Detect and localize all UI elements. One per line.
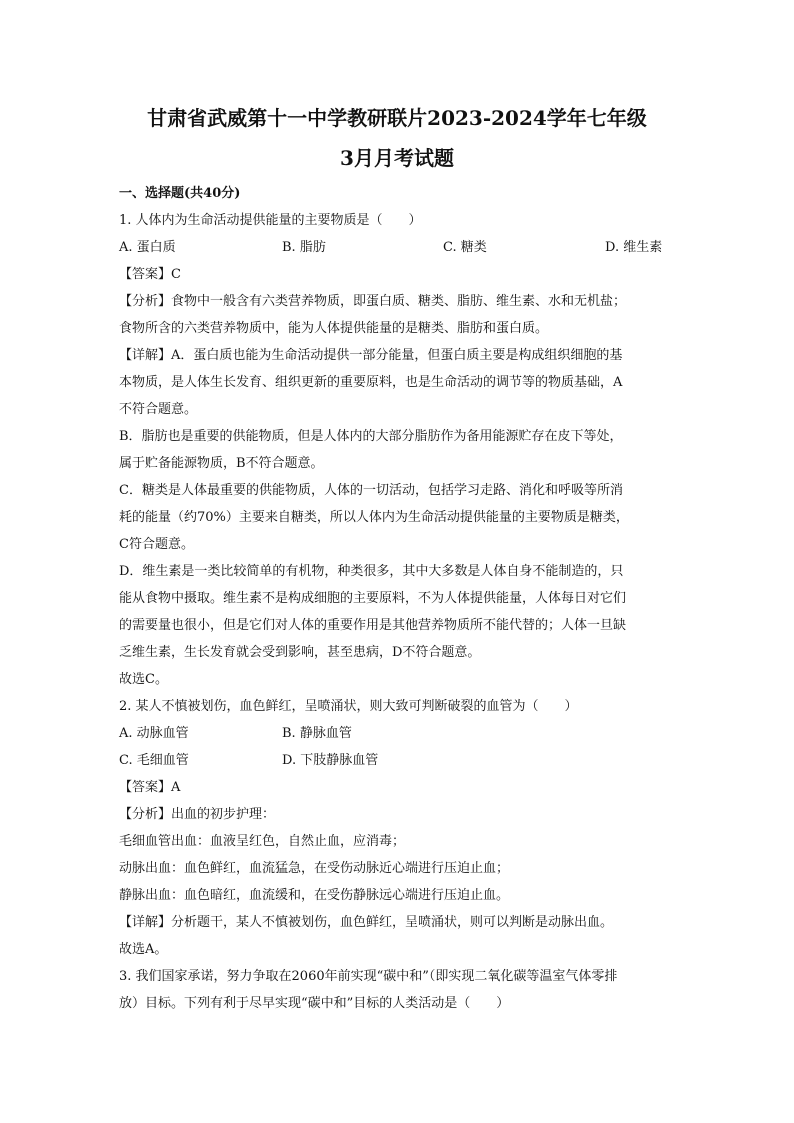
question-1-detail-line: 乏维生素，生长发育就会受到影响，甚至患病，D不符合题意。 [119, 645, 481, 660]
question-2-answer: 【答案】A [119, 780, 181, 795]
question-1-detail-line: 不符合题意。 [119, 402, 198, 417]
question-2-option-d: D. 下肢静脉血管 [282, 753, 379, 768]
question-1-conclusion: 故选C。 [119, 672, 168, 687]
question-2-options-row1 [119, 720, 679, 747]
question-3-stem-line: 3. 我们国家承诺，努力争取在2060年前实现“碳中和”（即实现二氧化碳等温室气体零排 [119, 969, 618, 984]
question-1-options [119, 234, 679, 261]
question-1-option-d: D. 维生素 [605, 240, 663, 255]
question-2-option-c: C. 毛细血管 [119, 753, 189, 768]
question-2-options-row2 [119, 747, 679, 774]
question-2-analysis-line: 动脉出血：血色鲜红，血流猛急，在受伤动脉近心端进行压迫止血； [119, 861, 510, 876]
question-1-stem: 1. 人体内为生命活动提供能量的主要物质是（ ） [119, 213, 422, 228]
question-2-stem: 2. 某人不慎被划伤，血色鲜红，呈喷涌状，则大致可判断破裂的血管为（ ） [119, 699, 578, 714]
document-title-line2: 3月月考试题 [340, 146, 454, 170]
question-1-detail-line: 的需要量也很小，但是它们对人体的重要作用是其他营养物质所不能代替的；人体一旦缺 [119, 618, 627, 633]
section-heading: 一、选择题(共40分) [119, 186, 241, 201]
question-1-option-c: C. 糖类 [443, 240, 487, 255]
question-1-detail-line: 属于贮备能源物质，B不符合题意。 [119, 456, 324, 471]
question-1-detail-line: 【详解】A．蛋白质也能为生命活动提供一部分能量，但蛋白质主要是构成组织细胞的基 [119, 348, 623, 363]
question-1-detail-line: 本物质，是人体生长发育、组织更新的重要原料，也是生命活动的调节等的物质基础，A [119, 375, 623, 390]
question-2-option-a: A. 动脉血管 [119, 726, 189, 741]
question-2-analysis-line: 静脉出血：血色暗红，血流缓和，在受伤静脉远心端进行压迫止血。 [119, 888, 510, 903]
question-3-stem-line: 放）目标。下列有利于尽早实现“碳中和”目标的人类活动是（ ） [119, 996, 510, 1011]
question-1-answer: 【答案】C [119, 267, 181, 282]
question-2-analysis-head: 【分析】出血的初步护理： [119, 807, 276, 822]
document-body [119, 180, 679, 1017]
question-1-option-a: A. 蛋白质 [119, 240, 176, 255]
question-2-detail: 【详解】分析题干，某人不慎被划伤，血色鲜红，呈喷涌状，则可以判断是动脉出血。 [119, 915, 614, 930]
question-1-detail-line: C．糖类是人体最重要的供能物质，人体的一切活动，包括学习走路、消化和呼吸等所消 [119, 483, 623, 498]
question-2-analysis-line: 毛细血管出血：血液呈红色，自然止血，应消毒； [119, 834, 406, 849]
question-1-detail-line: 能从食物中摄取。维生素不是构成细胞的主要原料，不为人体提供能量，人体每日对它们 [119, 591, 627, 606]
question-1-analysis-line: 【分析】食物中一般含有六类营养物质，即蛋白质、糖类、脂肪、维生素、水和无机盐； [119, 294, 627, 309]
document-title-line1: 甘肃省武威第十一中学教研联片2023-2024学年七年级 [147, 106, 647, 130]
question-1-analysis-line: 食物所含的六类营养物质中，能为人体提供能量的是糖类、脂肪和蛋白质。 [119, 321, 549, 336]
question-1-detail-line: D．维生素是一类比较简单的有机物，种类很多，其中大多数是人体自身不能制造的，只 [119, 564, 624, 579]
question-1-option-b: B. 脂肪 [282, 240, 326, 255]
question-1-detail-line: 耗的能量（约70%）主要来自糖类，所以人体内为生命活动提供能量的主要物质是糖类， [119, 510, 629, 525]
question-1-detail-line: C符合题意。 [119, 537, 194, 552]
question-2-conclusion: 故选A。 [119, 942, 168, 957]
question-2-option-b: B. 静脉血管 [282, 726, 352, 741]
question-1-detail-line: B．脂肪也是重要的供能物质，但是人体内的大部分脂肪作为备用能源贮存在皮下等处， [119, 429, 623, 444]
